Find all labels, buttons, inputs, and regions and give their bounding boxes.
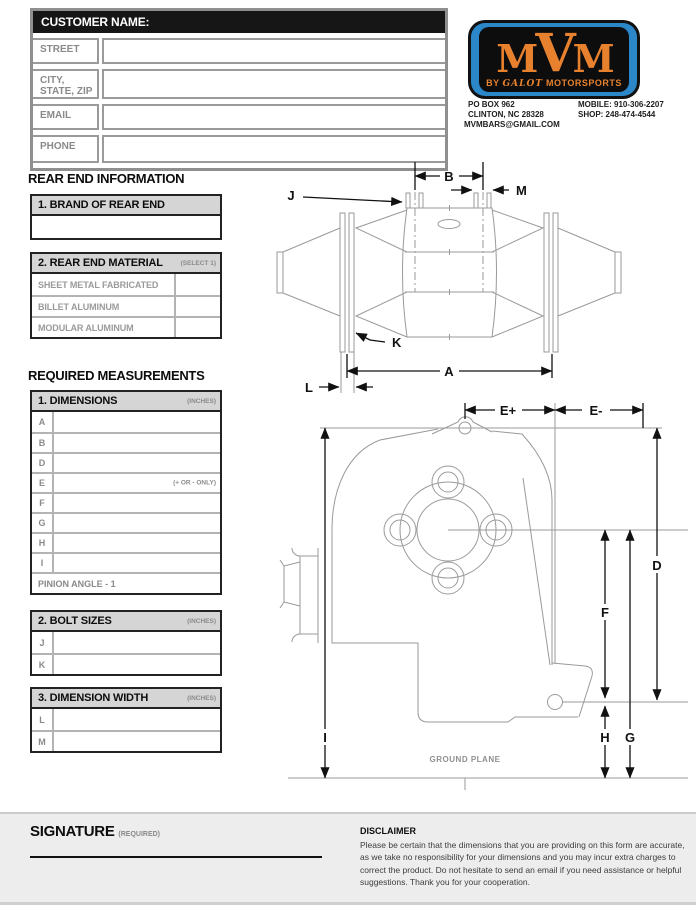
modular-aluminum-label: MODULAR ALUMINUM [38,322,134,333]
rear-end-material-header-label: 2. REAR END MATERIAL [38,257,163,269]
dimension-width-table [30,687,222,753]
contact-mobile: MOBILE: 910-306-2207 [578,100,664,109]
street-row [33,38,445,64]
brand-of-rear-end-header [32,196,220,216]
brand-of-rear-end-input[interactable] [32,216,220,238]
logo-letter-m2: M [572,36,612,81]
sheet-metal-fabricated-checkbox[interactable] [174,274,220,295]
mvm-logo-blue-frame [471,23,637,96]
city-state-zip-input[interactable] [102,69,445,99]
footer-band [0,812,696,905]
signature-line[interactable] [30,856,322,858]
bolt-sizes-inches-note: (INCHES) [187,617,216,625]
dim-label-j: J [287,188,295,203]
dimension-width-header-label: 3. DIMENSION WIDTH [38,692,149,704]
email-row [33,104,445,130]
material-option-row [32,316,220,337]
dimension-row-d [32,452,220,472]
dim-label-k: K [392,335,402,350]
width-input-m[interactable] [54,732,220,751]
width-row-m [32,730,220,751]
dim-label-l: L [305,380,313,395]
disclaimer-text: Please be certain that the dimensions that you are providing on this form are accurate, as we take no responsibility for your dimensions and you may incur extra charges to correct the product. Do not hesitate to send an email if you need assistance or helpful suggestions. Thank you for your cooperation. [360,840,685,887]
brand-of-rear-end-table [30,194,222,240]
dim-label-a: A [444,364,454,379]
dim-label-e-minus: E- [589,403,603,418]
dimensions-inches-note: (INCHES) [187,397,216,405]
dimension-row-i [32,552,220,572]
plus-or-minus-only-note: (+ OR - ONLY) [173,479,216,487]
dim-label-h: H [600,730,610,745]
customer-info-block [30,8,448,171]
center-section-side-view-drawing [278,398,693,796]
dimension-row-g [32,512,220,532]
width-letter-m: M [32,732,54,751]
email-input[interactable] [102,104,445,130]
email-label: EMAIL [33,104,99,130]
bolt-sizes-table [30,610,222,676]
logo-letter-v: V [535,23,573,84]
dimension-input-i[interactable] [54,554,220,572]
rear-end-material-header [32,254,220,274]
dim-label-e-plus: E+ [499,403,517,418]
contact-po-box: PO BOX 962 [468,100,515,109]
logo-tagline-galot: GALOT [502,79,544,89]
bolt-size-row-k [32,653,220,674]
required-measurements-title: REQUIRED MEASUREMENTS [28,368,205,383]
pinion-angle-row[interactable]: PINION ANGLE - 1 [32,572,220,593]
width-row-l [32,709,220,730]
dimension-input-a[interactable] [54,412,220,432]
dimension-letter-b: B [32,434,54,452]
dimension-letter-e: E [32,474,54,492]
dimension-width-inches-note: (INCHES) [187,694,216,702]
logo-tagline-motorsports: MOTORSPORTS [546,78,622,88]
bolt-size-letter-k: K [32,655,54,674]
ground-plane-label: GROUND PLANE [429,755,501,764]
disclaimer-title: DISCLAIMER [360,826,416,836]
mvm-logo [468,20,640,99]
bolt-size-input-k[interactable] [54,655,220,674]
contact-city: CLINTON, NC 28328 [468,110,544,119]
material-option-row [32,274,220,295]
dimension-input-b[interactable] [54,434,220,452]
phone-label: PHONE [33,135,99,163]
bolt-size-input-j[interactable] [54,632,220,653]
dimension-input-h[interactable] [54,534,220,552]
select-1-note: (SELECT 1) [180,259,216,267]
signature-required-note: (REQUIRED) [118,831,161,838]
city-state-zip-row [33,69,445,99]
brand-of-rear-end-row [32,216,220,238]
width-letter-l: L [32,709,54,730]
bolt-size-row-j [32,632,220,653]
dimension-row-f [32,492,220,512]
bolt-sizes-header-label: 2. BOLT SIZES [38,615,112,627]
dimension-letter-i: I [32,554,54,572]
street-label: STREET [33,38,99,64]
dimension-input-d[interactable] [54,454,220,472]
dimension-row-h [32,532,220,552]
mvm-logo-inner [479,23,629,92]
signature-label [30,823,160,840]
logo-tagline [486,78,622,89]
dimensions-header [32,392,220,412]
rear-end-material-table [30,252,222,339]
modular-aluminum-checkbox[interactable] [174,318,220,337]
dimension-input-g[interactable] [54,514,220,532]
dimension-row-e [32,472,220,492]
dimension-letter-a: A [32,412,54,432]
dim-label-f: F [601,605,609,620]
material-option-row [32,295,220,316]
rear-end-information-title: REAR END INFORMATION [28,171,185,186]
dimension-letter-g: G [32,514,54,532]
dim-label-b: B [444,169,454,184]
contact-shop: SHOP: 248-474-4544 [578,110,656,119]
logo-tagline-by: BY [486,78,500,88]
contact-address [468,100,544,120]
dimension-input-f[interactable] [54,494,220,512]
dimension-letter-h: H [32,534,54,552]
rear-housing-top-view-drawing [275,152,695,398]
dimensions-header-label: 1. DIMENSIONS [38,395,118,407]
dimension-row-b [32,432,220,452]
dimension-width-header [32,689,220,709]
contact-email: MVMBARS@GMAIL.COM [464,120,560,129]
street-input[interactable] [102,38,445,64]
dim-label-d: D [652,558,662,573]
signature-label-text: SIGNATURE [30,823,115,840]
sheet-metal-fabricated-label: SHEET METAL FABRICATED [38,279,159,290]
dim-label-m: M [516,183,527,198]
dimension-letter-f: F [32,494,54,512]
billet-aluminum-label: BILLET ALUMINUM [38,301,120,312]
contact-phones [578,100,664,120]
dimension-row-a [32,412,220,432]
city-state-zip-label: CITY, STATE, ZIP [33,69,99,99]
dimension-input-e[interactable] [54,474,220,492]
billet-aluminum-checkbox[interactable] [174,297,220,316]
bolt-sizes-header [32,612,220,632]
dimension-letter-d: D [32,454,54,472]
dim-label-g: G [624,730,636,745]
bolt-size-letter-j: J [32,632,54,653]
width-input-l[interactable] [54,709,220,730]
logo-letter-m1: M [496,36,536,81]
dim-label-i: I [323,730,327,745]
brand-of-rear-end-header-label: 1. BRAND OF REAR END [38,199,165,211]
dimensions-table [30,390,222,595]
customer-name-header: CUSTOMER NAME: [33,11,445,33]
